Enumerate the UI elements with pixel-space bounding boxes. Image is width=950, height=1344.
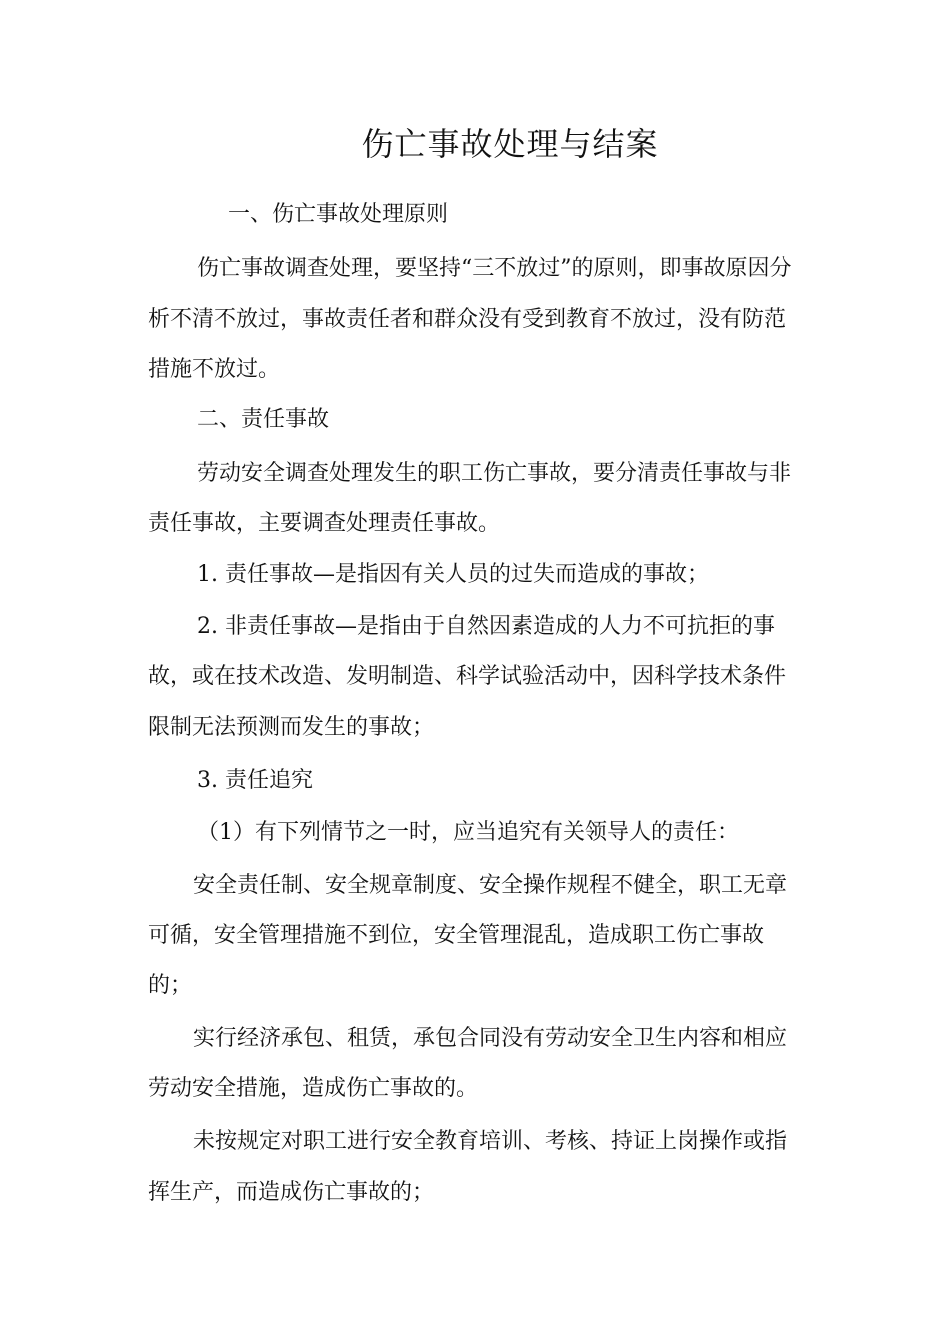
paragraph-line: 安全责任制、安全规章制度、安全操作规程不健全，职工无章	[193, 873, 788, 898]
paragraph-line: 劳动安全调查处理发生的职工伤亡事故，要分清责任事故与非	[197, 461, 792, 486]
section-heading-2: 二、责任事故	[197, 407, 330, 432]
list-item: 3. 责任追究	[197, 768, 313, 793]
list-item: 1. 责任事故—是指因有关人员的过失而造成的事故；	[197, 562, 709, 587]
paragraph-line: 限制无法预测而发生的事故；	[148, 715, 435, 740]
paragraph-line: 责任事故，主要调查处理责任事故。	[148, 511, 501, 536]
paragraph-line: 实行经济承包、租赁，承包合同没有劳动安全卫生内容和相应	[193, 1026, 788, 1051]
list-item: 2. 非责任事故—是指由于自然因素造成的人力不可抗拒的事	[197, 614, 775, 639]
paragraph-line: 可循，安全管理措施不到位，安全管理混乱，造成职工伤亡事故	[148, 923, 765, 948]
paragraph-line: 伤亡事故调查处理，要坚持“三不放过”的原则，即事故原因分	[197, 256, 792, 281]
paragraph-line: 措施不放过。	[148, 357, 281, 382]
sub-heading: （1）有下列情节之一时，应当追究有关领导人的责任：	[197, 820, 739, 845]
paragraph-line: 的；	[148, 973, 193, 998]
section-heading-1: 一、伤亡事故处理原则	[228, 202, 449, 227]
paragraph-line: 劳动安全措施，造成伤亡事故的。	[148, 1076, 479, 1101]
paragraph-line: 未按规定对职工进行安全教育培训、考核、持证上岗操作或指	[193, 1129, 788, 1154]
document-title: 伤亡事故处理与结案	[361, 125, 659, 163]
paragraph-line: 故，或在技术改造、发明制造、科学试验活动中，因科学技术条件	[148, 664, 787, 689]
paragraph-line: 挥生产，而造成伤亡事故的；	[148, 1180, 435, 1205]
paragraph-line: 析不清不放过，事故责任者和群众没有受到教育不放过，没有防范	[148, 307, 787, 332]
